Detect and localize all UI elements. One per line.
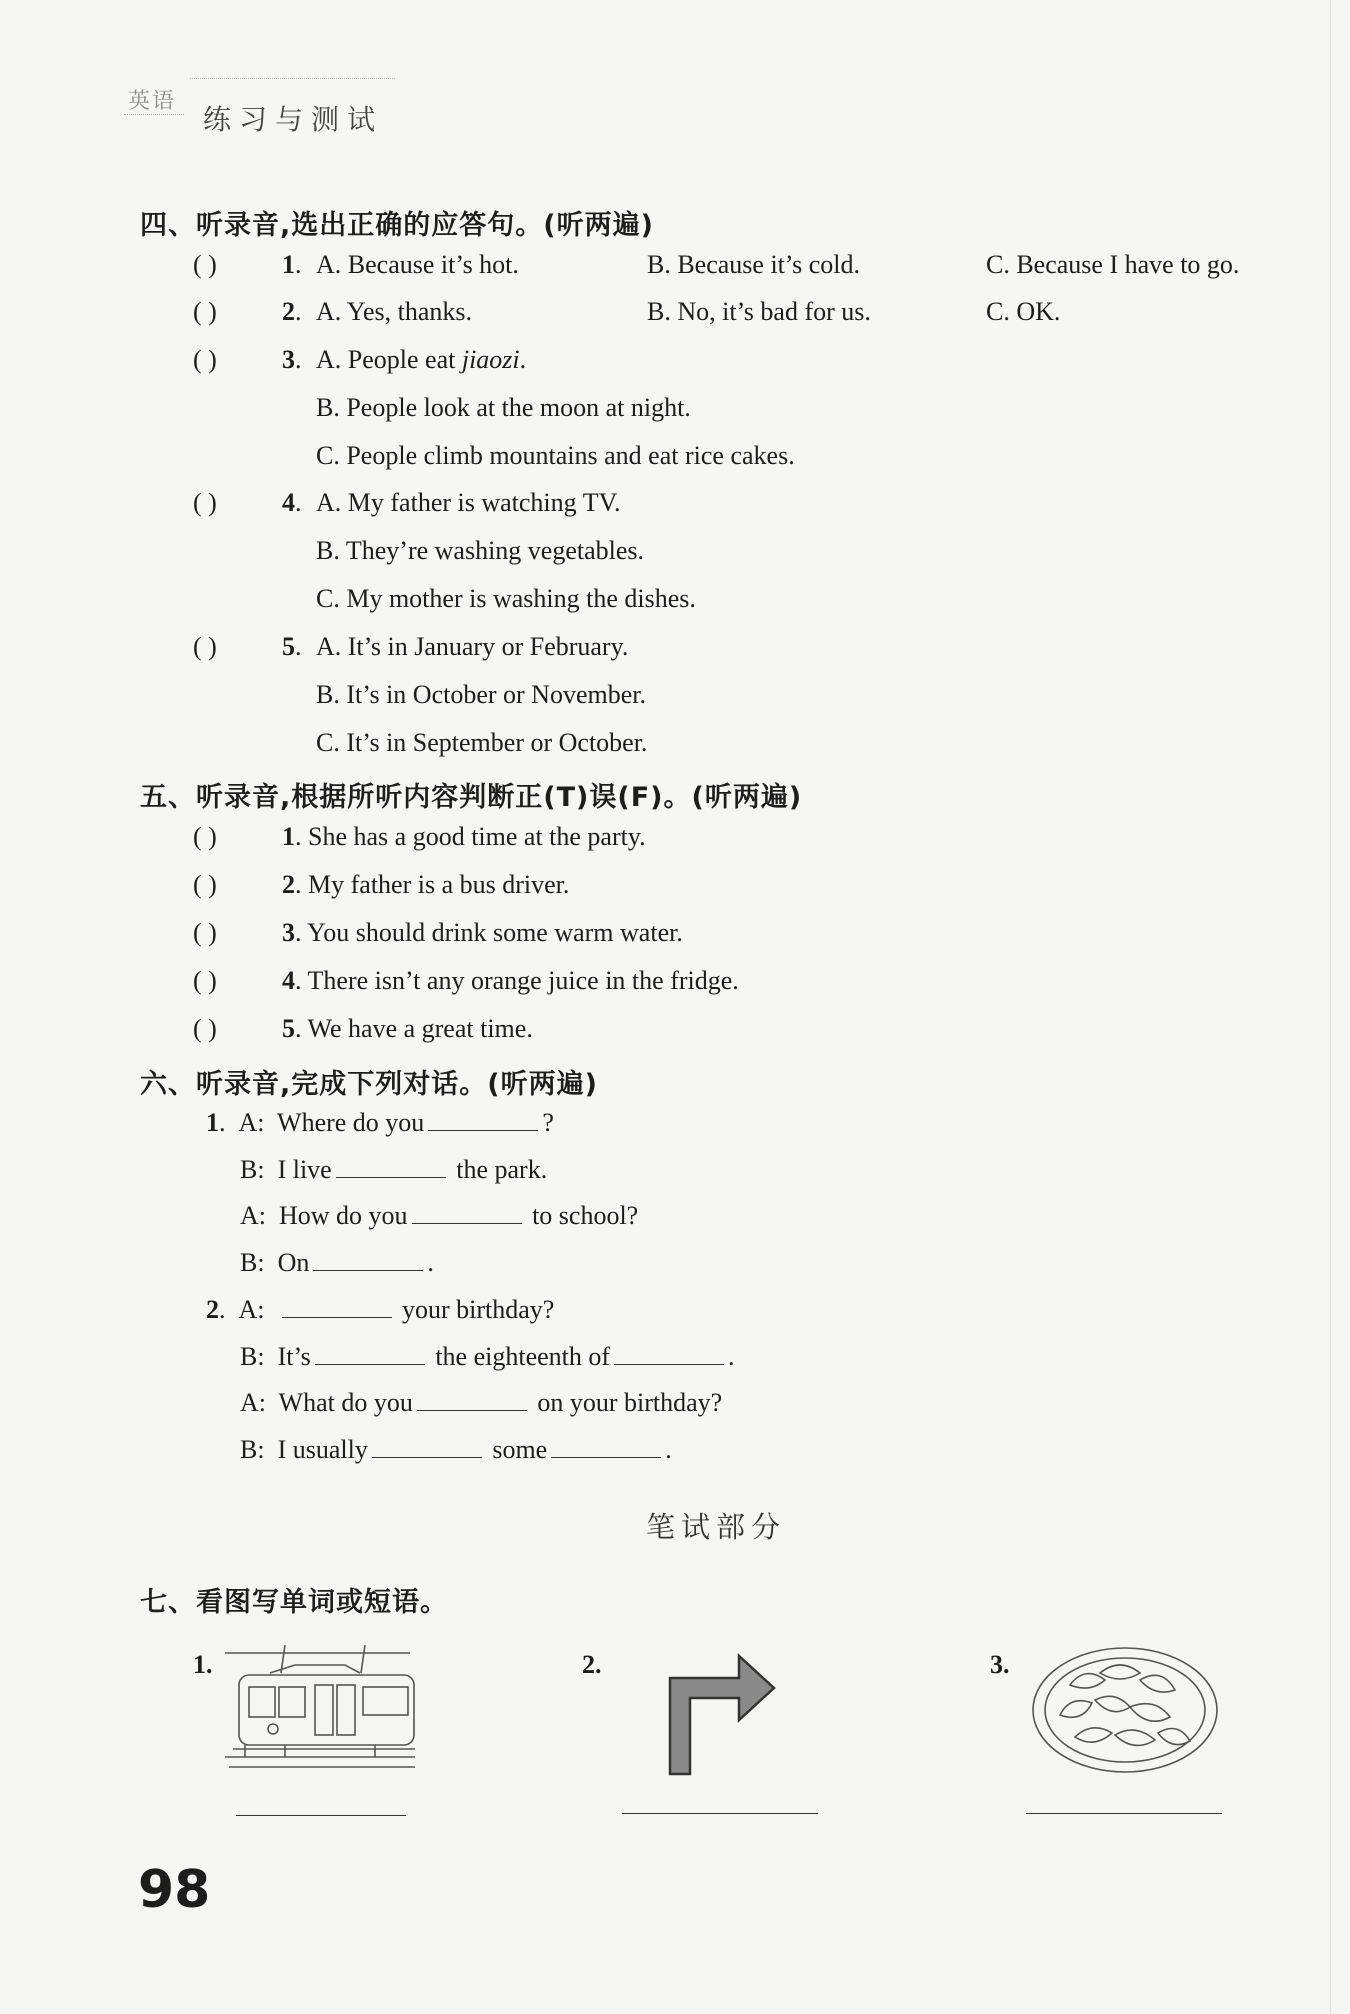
dialogue-1-line-2: B: I live the park.: [240, 1155, 548, 1184]
option-a: A. My father is watching TV.: [316, 488, 621, 517]
answer-blank[interactable]: [372, 1435, 482, 1458]
option-b: B. Because it’s cold.: [647, 250, 861, 279]
section-4-title: 四、听录音,选出正确的应答句。(听两遍): [140, 210, 654, 241]
answer-paren[interactable]: ( ): [193, 250, 217, 279]
option-c: C. My mother is washing the dishes.: [316, 584, 696, 613]
written-part-heading: 笔试部分: [646, 1510, 787, 1544]
option-c: C. OK.: [986, 297, 1061, 326]
answer-paren[interactable]: ( ): [193, 632, 217, 661]
option-c: C. People climb mountains and eat rice cakes.: [316, 441, 795, 470]
answer-paren[interactable]: ( ): [193, 488, 217, 517]
subway-train-icon: [225, 1645, 415, 1775]
statement: 1. She has a good time at the party.: [282, 822, 646, 851]
dialogue-2-line-3: A: What do you on your birthday?: [240, 1388, 723, 1417]
dialogue-2-line-1: 2. A: your birthday?: [206, 1295, 555, 1324]
answer-blank[interactable]: [282, 1295, 392, 1318]
dumplings-plate-icon: [1030, 1645, 1220, 1775]
turn-right-arrow-icon: [664, 1648, 779, 1776]
dialogue-1-line-1: 1. A: Where do you ?: [206, 1108, 554, 1137]
statement: 3. You should drink some warm water.: [282, 918, 683, 947]
statement: 2. My father is a bus driver.: [282, 870, 570, 899]
page-number: 98: [138, 1860, 211, 1920]
question-number: 1.: [282, 250, 302, 279]
option-c: C. Because I have to go.: [986, 250, 1240, 279]
answer-blank[interactable]: [551, 1435, 661, 1458]
section-5-title: 五、听录音,根据所听内容判断正(T)误(F)。(听两遍): [140, 782, 803, 813]
option-b: B. People look at the moon at night.: [316, 393, 691, 422]
answer-blank[interactable]: [315, 1342, 425, 1365]
picture-number: 1.: [193, 1650, 213, 1679]
page-edge: [1330, 0, 1331, 2014]
option-a: A. Yes, thanks.: [316, 297, 473, 326]
option-c: C. It’s in September or October.: [316, 728, 648, 757]
picture-number: 3.: [990, 1650, 1010, 1679]
option-b: B. They’re washing vegetables.: [316, 536, 645, 565]
answer-blank[interactable]: [428, 1108, 538, 1131]
option-a: A. It’s in January or February.: [316, 632, 629, 661]
question-number: 5.: [282, 632, 302, 661]
header-top-rule: [190, 78, 395, 79]
dialogue-2-line-2: B: It’s the eighteenth of .: [240, 1342, 735, 1371]
answer-paren[interactable]: ( ): [193, 870, 217, 899]
dialogue-2-line-4: B: I usually some .: [240, 1435, 672, 1464]
answer-line[interactable]: [236, 1815, 406, 1816]
subject-tag: 英语: [128, 89, 177, 114]
answer-paren[interactable]: ( ): [193, 822, 217, 851]
option-a: A. People eat jiaozi.: [316, 345, 527, 374]
question-number: 4.: [282, 488, 302, 517]
question-number: 2.: [282, 297, 302, 326]
section-7-title: 七、看图写单词或短语。: [140, 1587, 448, 1618]
answer-blank[interactable]: [313, 1248, 423, 1271]
answer-line[interactable]: [1026, 1813, 1222, 1814]
answer-paren[interactable]: ( ): [193, 918, 217, 947]
answer-paren[interactable]: ( ): [193, 297, 217, 326]
statement: 5. We have a great time.: [282, 1014, 533, 1043]
answer-paren[interactable]: ( ): [193, 966, 217, 995]
answer-blank[interactable]: [614, 1342, 724, 1365]
header-dotted-rule: [124, 114, 184, 115]
answer-blank[interactable]: [336, 1155, 446, 1178]
answer-blank[interactable]: [412, 1201, 522, 1224]
dialogue-1-line-3: A: How do you to school?: [240, 1201, 639, 1230]
answer-paren[interactable]: ( ): [193, 1014, 217, 1043]
option-a: A. Because it’s hot.: [316, 250, 519, 279]
section-6-title: 六、听录音,完成下列对话。(听两遍): [140, 1069, 598, 1100]
answer-paren[interactable]: ( ): [193, 345, 217, 374]
statement: 4. There isn’t any orange juice in the fridge.: [282, 966, 739, 995]
answer-line[interactable]: [622, 1813, 818, 1814]
picture-number: 2.: [582, 1650, 602, 1679]
book-title: 练习与测试: [203, 103, 384, 136]
question-number: 3.: [282, 345, 302, 374]
option-b: B. It’s in October or November.: [316, 680, 646, 709]
option-b: B. No, it’s bad for us.: [647, 297, 871, 326]
answer-blank[interactable]: [417, 1388, 527, 1411]
dialogue-1-line-4: B: On .: [240, 1248, 434, 1277]
